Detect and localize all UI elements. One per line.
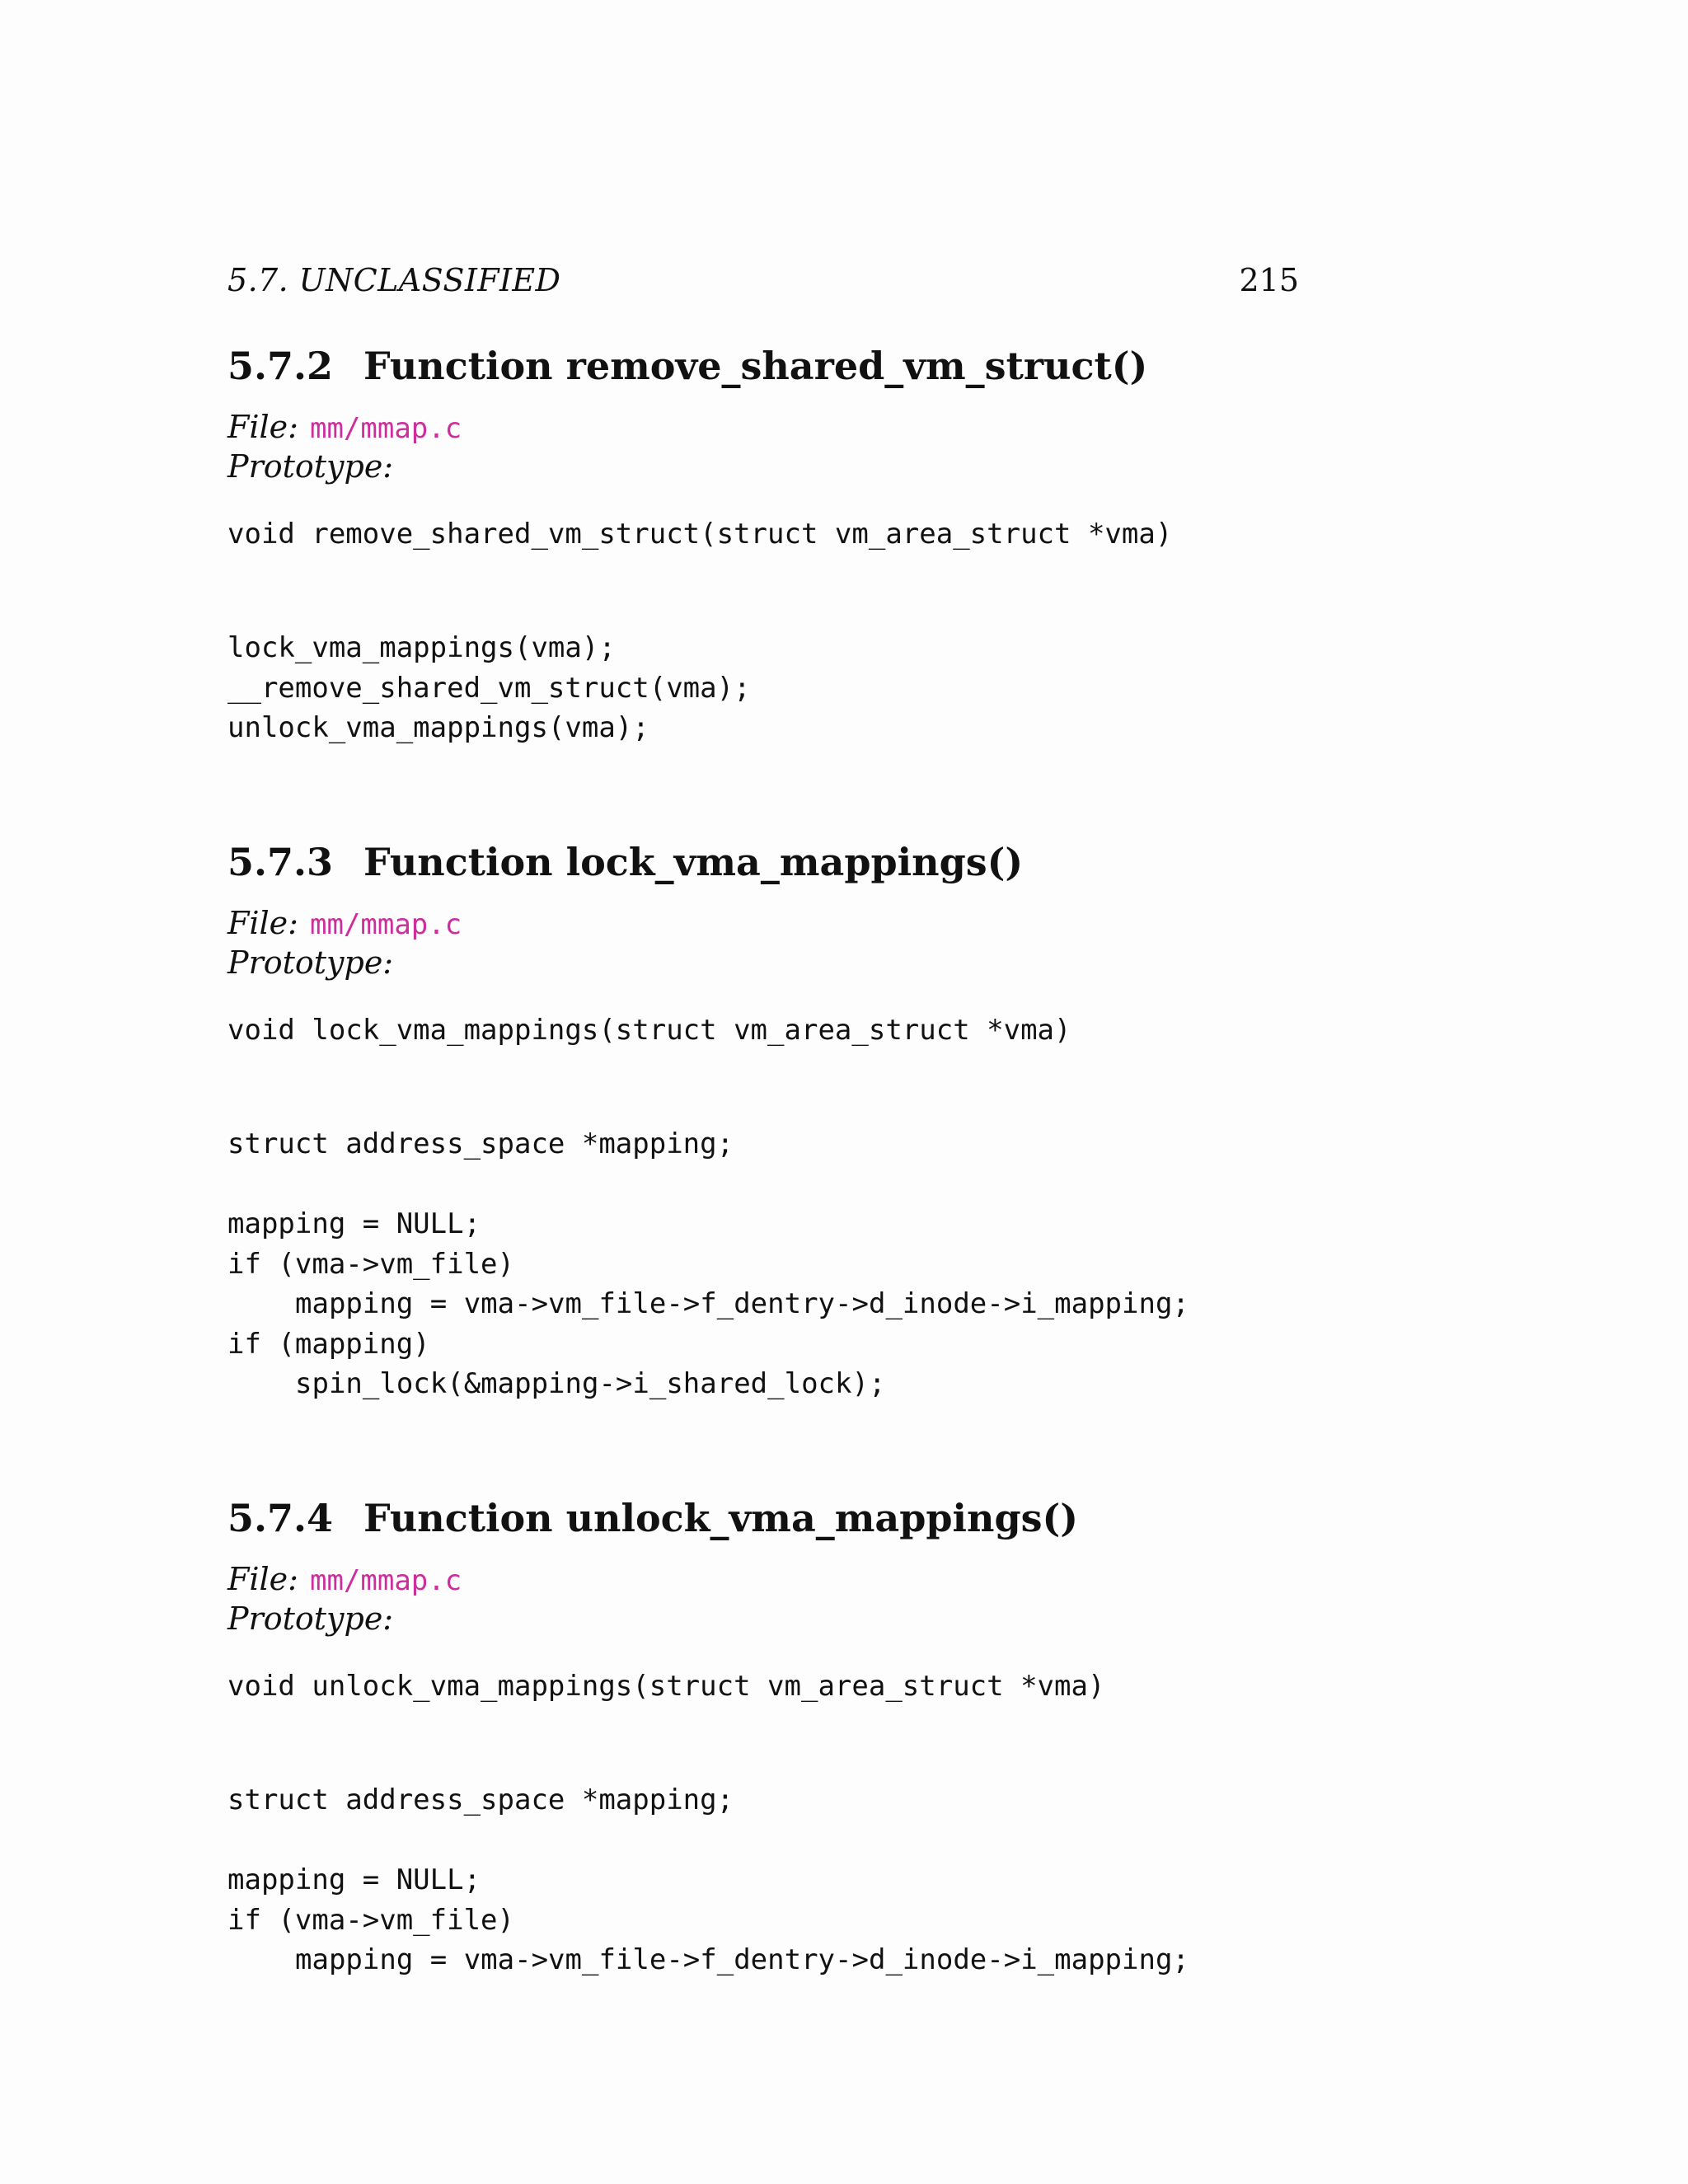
section-number: 5.7.3 <box>227 840 334 884</box>
section-unlock-vma-mappings <box>227 1495 1464 1980</box>
section-title: Function unlock_vma_mappings() <box>363 1496 1079 1540</box>
file-label: File: <box>227 905 298 941</box>
file-line <box>227 407 1464 447</box>
source-file-link[interactable]: mm/mmap.c <box>309 908 462 941</box>
section-title: Function remove_shared_vm_struct() <box>363 344 1148 388</box>
function-prototype: void remove_shared_vm_struct(struct vm_area_struct *vma) <box>227 518 1173 551</box>
section-heading <box>227 1495 1464 1541</box>
section-heading <box>227 839 1464 885</box>
source-file-link[interactable]: mm/mmap.c <box>309 412 462 445</box>
code-block <box>227 1780 1464 1980</box>
function-metadata <box>227 903 1464 982</box>
code-block <box>227 628 1464 748</box>
running-head <box>227 262 1299 303</box>
section-title: Function lock_vma_mappings() <box>363 840 1024 884</box>
file-line <box>227 903 1464 943</box>
prototype-label: Prototype: <box>227 448 394 485</box>
section-number: 5.7.2 <box>227 344 334 388</box>
section-number: 5.7.4 <box>227 1496 334 1540</box>
prototype-label-line <box>227 447 1464 486</box>
section-lock-vma-mappings <box>227 839 1464 1404</box>
code-block <box>227 1124 1464 1404</box>
code-line: mapping = NULL; <box>227 1863 481 1896</box>
function-prototype: void unlock_vma_mappings(struct vm_area_struct *vma) <box>227 1670 1105 1703</box>
code-line: if (vma->vm_file) <box>227 1903 514 1937</box>
code-line: unlock_vma_mappings(vma); <box>227 711 649 744</box>
function-prototype: void lock_vma_mappings(struct vm_area_struct *vma) <box>227 1014 1071 1047</box>
code-line: mapping = NULL; <box>227 1207 481 1240</box>
code-line: mapping = vma->vm_file->f_dentry->d_inode->i_mapping; <box>295 1943 1189 1976</box>
file-line <box>227 1559 1464 1599</box>
page-number: 215 <box>1239 262 1299 298</box>
file-label: File: <box>227 409 298 445</box>
code-line: spin_lock(&mapping->i_shared_lock); <box>295 1367 886 1400</box>
function-metadata <box>227 407 1464 486</box>
running-section-title: 5.7. UNCLASSIFIED <box>227 262 561 298</box>
prototype-label-line <box>227 1599 1464 1638</box>
prototype-label-line <box>227 943 1464 982</box>
code-line: if (vma->vm_file) <box>227 1247 514 1281</box>
code-line <box>227 1165 1464 1205</box>
function-metadata <box>227 1559 1464 1638</box>
prototype-label: Prototype: <box>227 1601 394 1637</box>
code-line: if (mapping) <box>227 1327 430 1361</box>
code-line: __remove_shared_vm_struct(vma); <box>227 671 751 705</box>
code-line <box>227 1821 1464 1861</box>
prototype-label: Prototype: <box>227 944 394 981</box>
code-line: struct address_space *mapping; <box>227 1783 734 1816</box>
file-label: File: <box>227 1561 298 1597</box>
code-line: struct address_space *mapping; <box>227 1127 734 1160</box>
code-line: mapping = vma->vm_file->f_dentry->d_inode->i_mapping; <box>295 1287 1189 1320</box>
code-line: lock_vma_mappings(vma); <box>227 631 616 664</box>
section-heading <box>227 343 1464 389</box>
source-file-link[interactable]: mm/mmap.c <box>309 1564 462 1597</box>
section-remove-shared-vm-struct <box>227 343 1464 748</box>
